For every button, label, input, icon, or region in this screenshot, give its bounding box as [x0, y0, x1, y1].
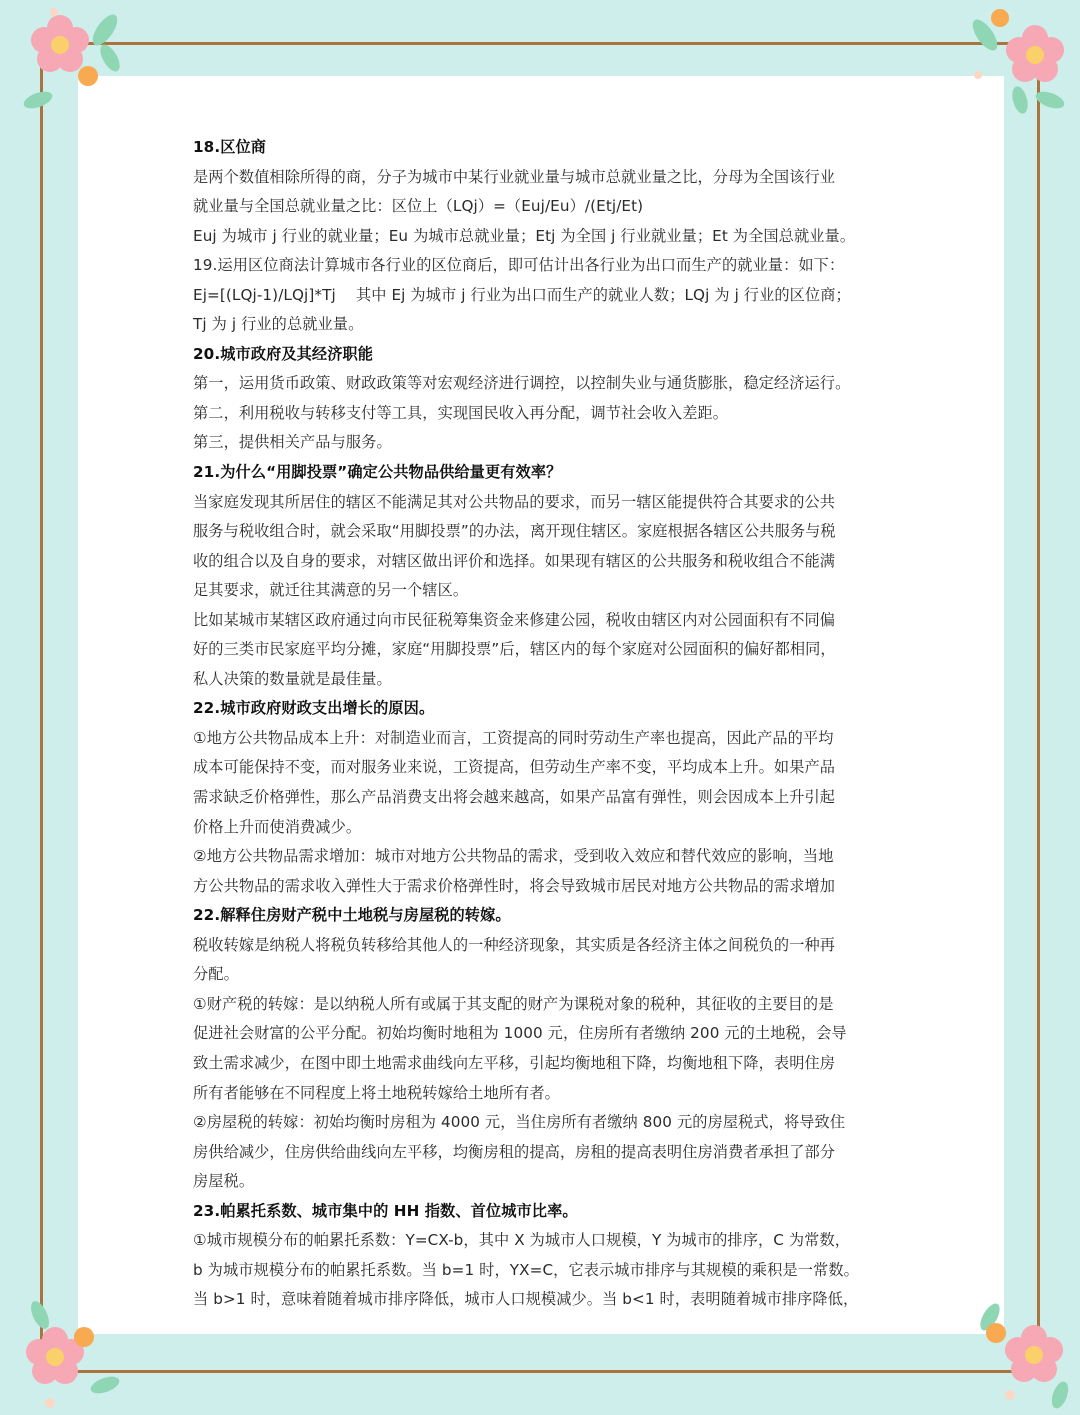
text-line: 是两个数值相除所得的商，分子为城市中某行业就业量与城市总就业量之比，分母为全国该行业	[193, 167, 836, 186]
text-line: Ej=[(LQj-1)/LQj]*Tj 其中 Ej 为城市 j 行业为出口而生产的就业人数；LQj 为 j 行业的区位商；	[193, 285, 851, 304]
flower-decoration-top-right	[950, 0, 1080, 120]
section-heading: 22.城市政府财政支出增长的原因。	[193, 699, 435, 718]
text-line: 房供给减少，住房供给曲线向左平移，均衡房租的提高，房租的提高表明住房消费者承担了部分	[193, 1142, 836, 1161]
frame-left-border	[40, 42, 43, 1373]
text-line: 成本可能保持不变，而对服务业来说，工资提高，但劳动生产率不变，平均成本上升。如果产品	[193, 758, 836, 777]
text-line: 收的组合以及自身的要求，对辖区做出评价和选择。如果现有辖区的公共服务和税收组合不能满	[193, 551, 836, 570]
flower-decoration-bottom-right	[950, 1295, 1080, 1415]
text-line: 第二，利用税收与转移支付等工具，实现国民收入再分配，调节社会收入差距。	[193, 403, 729, 422]
text-line: ②地方公共物品需求增加：城市对地方公共物品的需求，受到收入效应和替代效应的影响，当地	[193, 847, 834, 866]
text-line: 所有者能够在不同程度上将土地税转嫁给土地所有者。	[193, 1083, 560, 1102]
text-line: 房屋税。	[193, 1172, 255, 1191]
text-line: 税收转嫁是纳税人将税负转移给其他人的一种经济现象，其实质是各经济主体之间税负的一种再	[193, 935, 836, 954]
text-line: 19.运用区位商法计算城市各行业的区位商后，即可估计出各行业为出口而生产的就业量：如下：	[193, 256, 845, 275]
text-line: 好的三类市民家庭平均分摊，家庭“用脚投票”后，辖区内的每个家庭对公园面积的偏好都相同，	[193, 640, 836, 659]
text-line: Tj 为 j 行业的总就业量。	[193, 315, 364, 334]
section-heading: 21.为什么“用脚投票”确定公共物品供给量更有效率？	[193, 463, 562, 482]
text-line: 致土需求减少，在图中即土地需求曲线向左平移，引起均衡地租下降，均衡地租下降，表明住房	[193, 1053, 836, 1072]
text-line: ①城市规模分布的帕累托系数：Y=CX-b，其中 X 为城市人口规模，Y 为城市的排序，C 为常数，	[193, 1231, 851, 1250]
text-line: 当 b>1 时，意味着随着城市排序降低，城市人口规模减少。当 b<1 时，表明随着城市排序降低，	[193, 1290, 859, 1309]
text-line: ①地方公共物品成本上升：对制造业而言，工资提高的同时劳动生产率也提高，因此产品的平均	[193, 728, 834, 747]
text-line: b 为城市规模分布的帕累托系数。当 b=1 时，YX=C，它表示城市排序与其规模的乘积是一常数。	[193, 1260, 859, 1279]
flower-decoration-top-left	[10, 0, 140, 120]
section-heading: 18.区位商	[193, 138, 267, 156]
frame-top-border	[40, 42, 1040, 45]
text-line: 服务与税收组合时，就会采取“用脚投票”的办法，离开现住辖区。家庭根据各辖区公共服务与税	[193, 522, 836, 541]
document-body	[193, 133, 905, 1315]
section-heading: 22.解释住房财产税中土地税与房屋税的转嫁。	[193, 906, 511, 925]
text-line: 方公共物品的需求收入弹性大于需求价格弹性时，将会导致城市居民对地方公共物品的需求增加	[193, 876, 836, 895]
section-heading: 23.帕累托系数、城市集中的 HH 指数、首位城市比率。	[193, 1201, 578, 1220]
text-line: 当家庭发现其所居住的辖区不能满足其对公共物品的要求，而另一辖区能提供符合其要求的公共	[193, 492, 836, 511]
text-line: 私人决策的数量就是最佳量。	[193, 669, 392, 688]
text-line: ①财产税的转嫁：是以纳税人所有或属于其支配的财产为课税对象的税种，其征收的主要目的是	[193, 994, 834, 1013]
text-line: ②房屋税的转嫁：初始均衡时房租为 4000 元，当住房所有者缴纳 800 元的房屋税式，将导致住	[193, 1113, 846, 1132]
text-line: 需求缺乏价格弹性，那么产品消费支出将会越来越高，如果产品富有弹性，则会因成本上升引起	[193, 788, 836, 807]
text-line: 第三，提供相关产品与服务。	[193, 433, 392, 452]
text-line: 促进社会财富的公平分配。初始均衡时地租为 1000 元，住房所有者缴纳 200 元的土地税，会导	[193, 1024, 847, 1043]
section-heading: 20.城市政府及其经济职能	[193, 344, 374, 363]
flower-decoration-bottom-left	[10, 1295, 140, 1415]
text-line: 第一，运用货币政策、财政政策等对宏观经济进行调控，以控制失业与通货膨胀，稳定经济运行。	[193, 374, 851, 393]
text-line: 比如某城市某辖区政府通过向市民征税筹集资金来修建公园，税收由辖区内对公园面积有不同偏	[193, 610, 836, 629]
text-line: 分配。	[193, 965, 239, 984]
frame-bottom-border	[40, 1370, 1040, 1373]
text-line: Euj 为城市 j 行业的就业量；Eu 为城市总就业量；Etj 为全国 j 行业就业量；Et 为全国总就业量。	[193, 226, 856, 245]
text-line: 就业量与全国总就业量之比：区位上（LQj）=（Euj/Eu）/(Etj/Et)	[193, 197, 644, 216]
text-line: 足其要求，就迁往其满意的另一个辖区。	[193, 581, 469, 600]
text-line: 价格上升而使消费减少。	[193, 817, 362, 836]
frame-right-border	[1037, 42, 1040, 1373]
